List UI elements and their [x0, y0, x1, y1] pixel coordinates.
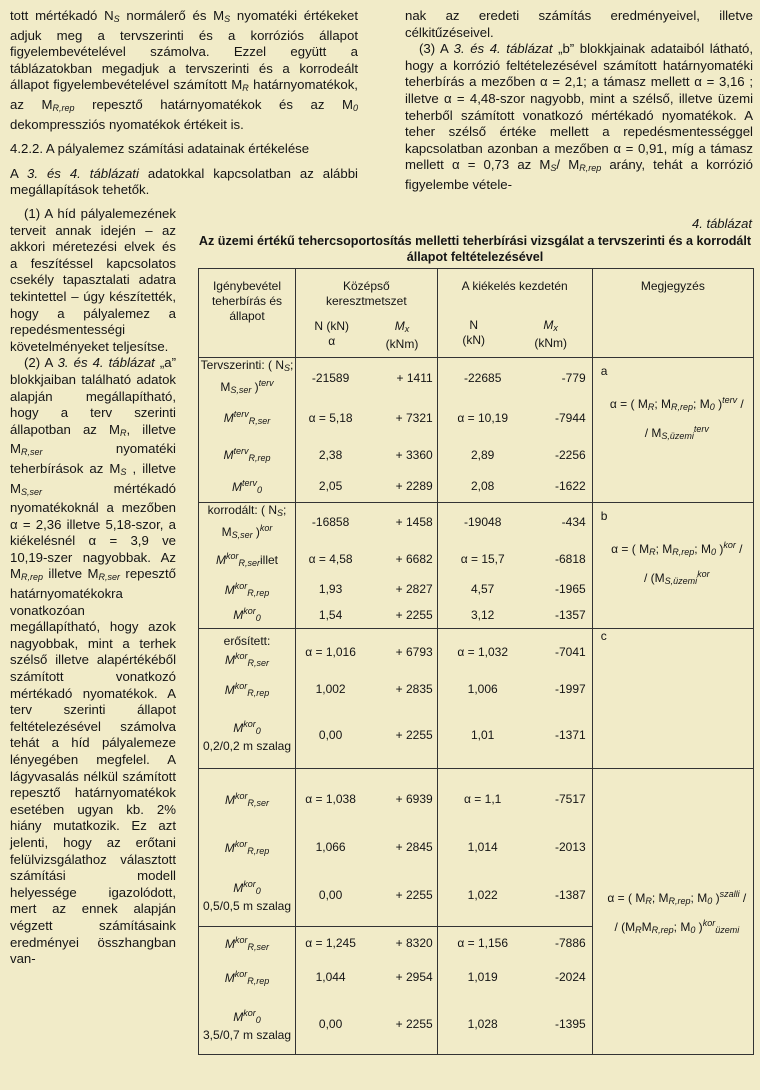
mid-n-value: 2,05 — [296, 472, 366, 502]
wedge-n-value: 3,12 — [437, 603, 528, 629]
table-row — [199, 769, 754, 831]
row-label: $M^{kor}_{R,rep}$ — [224, 680, 270, 698]
mid-m-value: + 8320 — [365, 927, 437, 961]
wedge-m-value: -1357 — [554, 607, 586, 622]
top-left-paragraph: tott mértékadó $N_S$ normálerő és $M_S$ nyomatéki értékeket adjuk meg a tervszerinti és a korróziós állapot figyelembevételével számolva. Ezzel együtt a táblázatokban megadjuk a tervszerinti és a korrodeált állapot figyelembevételével számított $M_R$ határnyomatékok, az $M_{R,rep}$ repesztő határnyomatékok és az $M_0$ dekompressziós nyomatékok értékeit is. 4.2.2. A pályalemez számítási adatainak értékelése A 3. és 4. táblázati adatokkal kapcsolatban az alábbi megállapítások tehetők. — [10, 8, 359, 198]
mid-m-value: + 1458 — [365, 502, 437, 543]
mid-n-value: 1,54 — [296, 603, 366, 629]
wedge-n-value: 1,019 — [437, 961, 528, 995]
wedge-m-value: -1395 — [554, 1016, 586, 1031]
wedge-n-value: 1,006 — [437, 677, 528, 703]
wedge-m-value: -434 — [528, 502, 593, 543]
mid-m-value: + 1411 — [365, 358, 437, 399]
wedge-m-value: -779 — [528, 358, 593, 399]
mid-n-value: 1,93 — [296, 577, 366, 603]
wedge-m-value: -1965 — [554, 582, 586, 596]
wedge-m-value: -7517 — [528, 769, 593, 831]
row-label: $M^{kor}_{R,rep}$ — [224, 838, 270, 856]
mid-n-value: α = 4,58 — [296, 543, 366, 577]
table-header-row — [199, 269, 754, 358]
wedge-n-value: 1,028 — [437, 995, 528, 1055]
row-label: $M^{kor}_{R,rep}$ — [224, 580, 270, 598]
wedge-n-value: α = 15,7 — [437, 543, 528, 577]
wedge-n-value: 1,01 — [437, 703, 528, 769]
row-label: $M^{kor}_{R,ser}illet$ — [215, 550, 279, 568]
table-row — [199, 629, 754, 677]
mid-m-value: + 6939 — [365, 769, 437, 831]
wedge-n-value: -19048 — [437, 502, 528, 543]
wedge-m-value: -1622 — [554, 479, 586, 494]
narrow-paragraph-2: (2) A 3. és 4. táblázat „a” blokkjaiban található adatok alapján megállapítható, hogy a terv szerinti állapotban az $M_R$, illetve $M_{R,ser}$ nyomatéki teherbírások az $M_S$ , illetve $M_{S,ser}$ mértékadó nyomatékoknál a mezőben α = 2,36 illetve 5,18-szor, a kiékelésnél α = 3,9 ve 10,19-szer nagyobbak. Az $M_{R,rep}$ illetve $M_{R,ser}$ repesztő határnyomatékokra vonatkozóan megállapítható, hogy azok nagyobbak, mint a terhek szélső illetve alapértékéből számított vonatkozó mértékadó nyomatékok. A terv szerinti állapot feltételezésével számolva tehát a híd pályalemeze lényegében megfelel. A lágyvasalás nélkül számított repesztő határnyomatékok esetében ugyan kb. 2% hiány mutatkozik. Ez azt jelenti, hogy az erőtani felülvizsgálathoz választott számítási modell helyessége igazolódott, mert az ennek alapján végzett számításaink eredményei összhangban van- — [10, 355, 177, 967]
note-formula: α = ( $M_R$; $M_{R,rep}$; $M_0$ )$^{terv}$ / / $M_{S,üzemi}^{terv}$ — [609, 395, 744, 441]
note-letter: a — [600, 364, 608, 378]
row-label: $M^{kor}_0$ 0,5/0,5 m szalag — [202, 878, 292, 913]
narrow-paragraph-1: (1) A híd pályalemezének terveit annak idején – az akkori méretezési elvek és a feszítéssel kapcsolatos csekély tapasztalati adatra tekintettel – úgy készítették, hogy a pályalemez a repedésmentességi követelményeket teljesítse. — [10, 206, 176, 354]
narrow-left-column — [10, 206, 176, 968]
mid-n-value: 0,00 — [296, 865, 366, 927]
wedge-n-value: 2,89 — [437, 438, 528, 472]
wedge-n-value: α = 1,156 — [437, 927, 528, 961]
table-caption: 4. táblázat — [692, 216, 752, 231]
table-title: Az üzemi értékű tehercsoportosítás melletti teherbírási vizsgálat a tervszerinti és a korrodált állapot feltételezésével — [198, 234, 752, 264]
mid-m-value: + 2255 — [395, 1016, 433, 1031]
mid-m-value: + 2255 — [395, 887, 433, 902]
mid-n-value: 1,002 — [296, 677, 366, 703]
note-cell: c — [592, 629, 753, 769]
data-table — [198, 268, 754, 1055]
mid-m-value: + 6793 — [365, 629, 437, 677]
mid-n-value: 0,00 — [296, 703, 366, 769]
mid-m-value: + 2255 — [395, 727, 433, 742]
row-label: $M^{kor}_0$ 0,2/0,2 m szalag — [202, 718, 292, 753]
wedge-m-value: -1371 — [554, 727, 586, 742]
wedge-n-value: α = 1,1 — [437, 769, 528, 831]
note-letter: b — [600, 508, 608, 523]
row-label: $M^{kor}_{R,ser}$ — [199, 769, 296, 831]
wedge-m-value: -7041 — [528, 629, 593, 677]
mid-n-value: -16858 — [296, 502, 366, 543]
wedge-m-value: -2024 — [554, 970, 586, 984]
wedge-n-value: 1,014 — [437, 831, 528, 865]
mid-m-value: + 6682 — [395, 552, 433, 566]
intro-paragraph: A 3. és 4. táblázati adatokkal kapcsolatban az alábbi megállapítások tehetők. — [10, 165, 358, 198]
row-label: $M^{terv}_{R,ser}$ — [223, 409, 271, 426]
mid-n-value: 2,38 — [296, 438, 366, 472]
wedge-m-value: -2013 — [554, 840, 586, 854]
table-row — [199, 502, 754, 543]
mid-n-value: α = 1,245 — [296, 927, 366, 961]
row-label: $M^{kor}_0$ — [233, 606, 261, 624]
header-col2: Középső keresztmetszet N (kN) α $M_x$ (kNm) — [296, 269, 438, 358]
mid-m-value: + 2289 — [395, 479, 433, 494]
mid-m-value: + 2835 — [395, 682, 433, 696]
note-formula: α = ( $M_R$; $M_{R,rep}$; $M_0$ )$^{szalli}$ / / ($M_RM_{R,rep}$; $M_0$ )$^{kor}_{üzemi}$ — [607, 888, 747, 935]
row-label: korrodált: ( $N_S$; $M_{S,ser}$ )$^{kor}$ — [199, 502, 296, 543]
mid-m-value: + 2845 — [395, 840, 433, 854]
mid-m-value: + 2827 — [395, 582, 433, 596]
row-label: $M^{terv}_0$ — [231, 477, 263, 495]
wedge-m-value: -7944 — [554, 410, 586, 425]
wedge-n-value: -22685 — [437, 358, 528, 399]
mid-m-value: + 3360 — [395, 447, 433, 462]
note-formula: α = ( $M_R$; $M_{R,rep}$; $M_0$ )$^{kor}$ / / ($M_{S,üzemi}^{kor}$ — [611, 539, 743, 586]
wedge-n-value: 1,022 — [437, 865, 528, 927]
wedge-n-value: 4,57 — [437, 577, 528, 603]
note-cell — [592, 358, 753, 503]
row-label: Tervszerinti: ( $N_S$; $M_{S,ser}$ )$^{terv}$ — [199, 358, 296, 399]
wedge-m-value: -1387 — [554, 887, 586, 902]
row-label: $M^{kor}_{R,rep}$ — [224, 968, 270, 986]
wedge-m-value: -7886 — [528, 927, 593, 961]
header-col1: Igénybevétel teherbírás és állapot — [211, 279, 283, 323]
wedge-m-value: -1997 — [554, 682, 586, 696]
mid-n-value: 1,044 — [296, 961, 366, 995]
mid-n-value: 1,066 — [296, 831, 366, 865]
mid-n-value: α = 1,016 — [296, 629, 366, 677]
mid-m-value: + 2255 — [395, 607, 433, 622]
wedge-n-value: α = 1,032 — [437, 629, 528, 677]
wedge-m-value: -6818 — [554, 552, 586, 566]
header-col4: Megjegyzés — [592, 269, 753, 358]
table-row — [199, 358, 754, 399]
row-label: $M^{terv}_{R,rep}$ — [223, 446, 271, 463]
row-label: $M^{kor}_{R,ser}$ — [199, 927, 296, 961]
wedge-n-value: 2,08 — [437, 472, 528, 502]
wedge-m-value: -2256 — [554, 447, 586, 462]
mid-n-value: α = 5,18 — [296, 398, 366, 438]
note-cell — [592, 502, 753, 629]
mid-m-value: + 2954 — [395, 970, 433, 984]
right-column-text: nak az eredeti számítás eredményeivel, illetve célkitűzéseivel. (3) A 3. és 4. táblázat „b” blokkjainak adataiból látható, hogy a korrózió feltételezésével számított határnyomatéki teherbírás a mezőben α = 2,1; a támasz mellett α = 3,16 ; illetve α = 4,48-szor nagyobb, mint a szélső, illetve üzemi teherből számított vonatkozó mértékadó nyomatékok. A teher szélső értéke mellett a repedésmentességgel kapcsolatban azonban a mezőben α = 0,91, míg a támasz mellett α = 0,73 az $M_S/$ $M_{R,rep}$ arány, tehát a korrózió figyelembe vétele- — [405, 8, 753, 192]
row-label: $M^{kor}_0$ 3,5/0,7 m szalag — [202, 1007, 292, 1042]
wedge-n-value: α = 10,19 — [437, 398, 528, 438]
mid-n-value: -21589 — [296, 358, 366, 399]
section-heading: 4.2.2. A pályalemez számítási adatainak értékelése — [10, 141, 310, 157]
header-col3: A kiékelés kezdetén N (kN) $M_x$ (kNm) — [437, 269, 592, 358]
mid-n-value: α = 1,038 — [296, 769, 366, 831]
mid-n-value: 0,00 — [296, 995, 366, 1055]
row-label: erősített: $M^{kor}_{R,ser}$ — [199, 629, 296, 677]
note-cell — [592, 769, 753, 1055]
mid-m-value: + 7321 — [395, 410, 433, 425]
